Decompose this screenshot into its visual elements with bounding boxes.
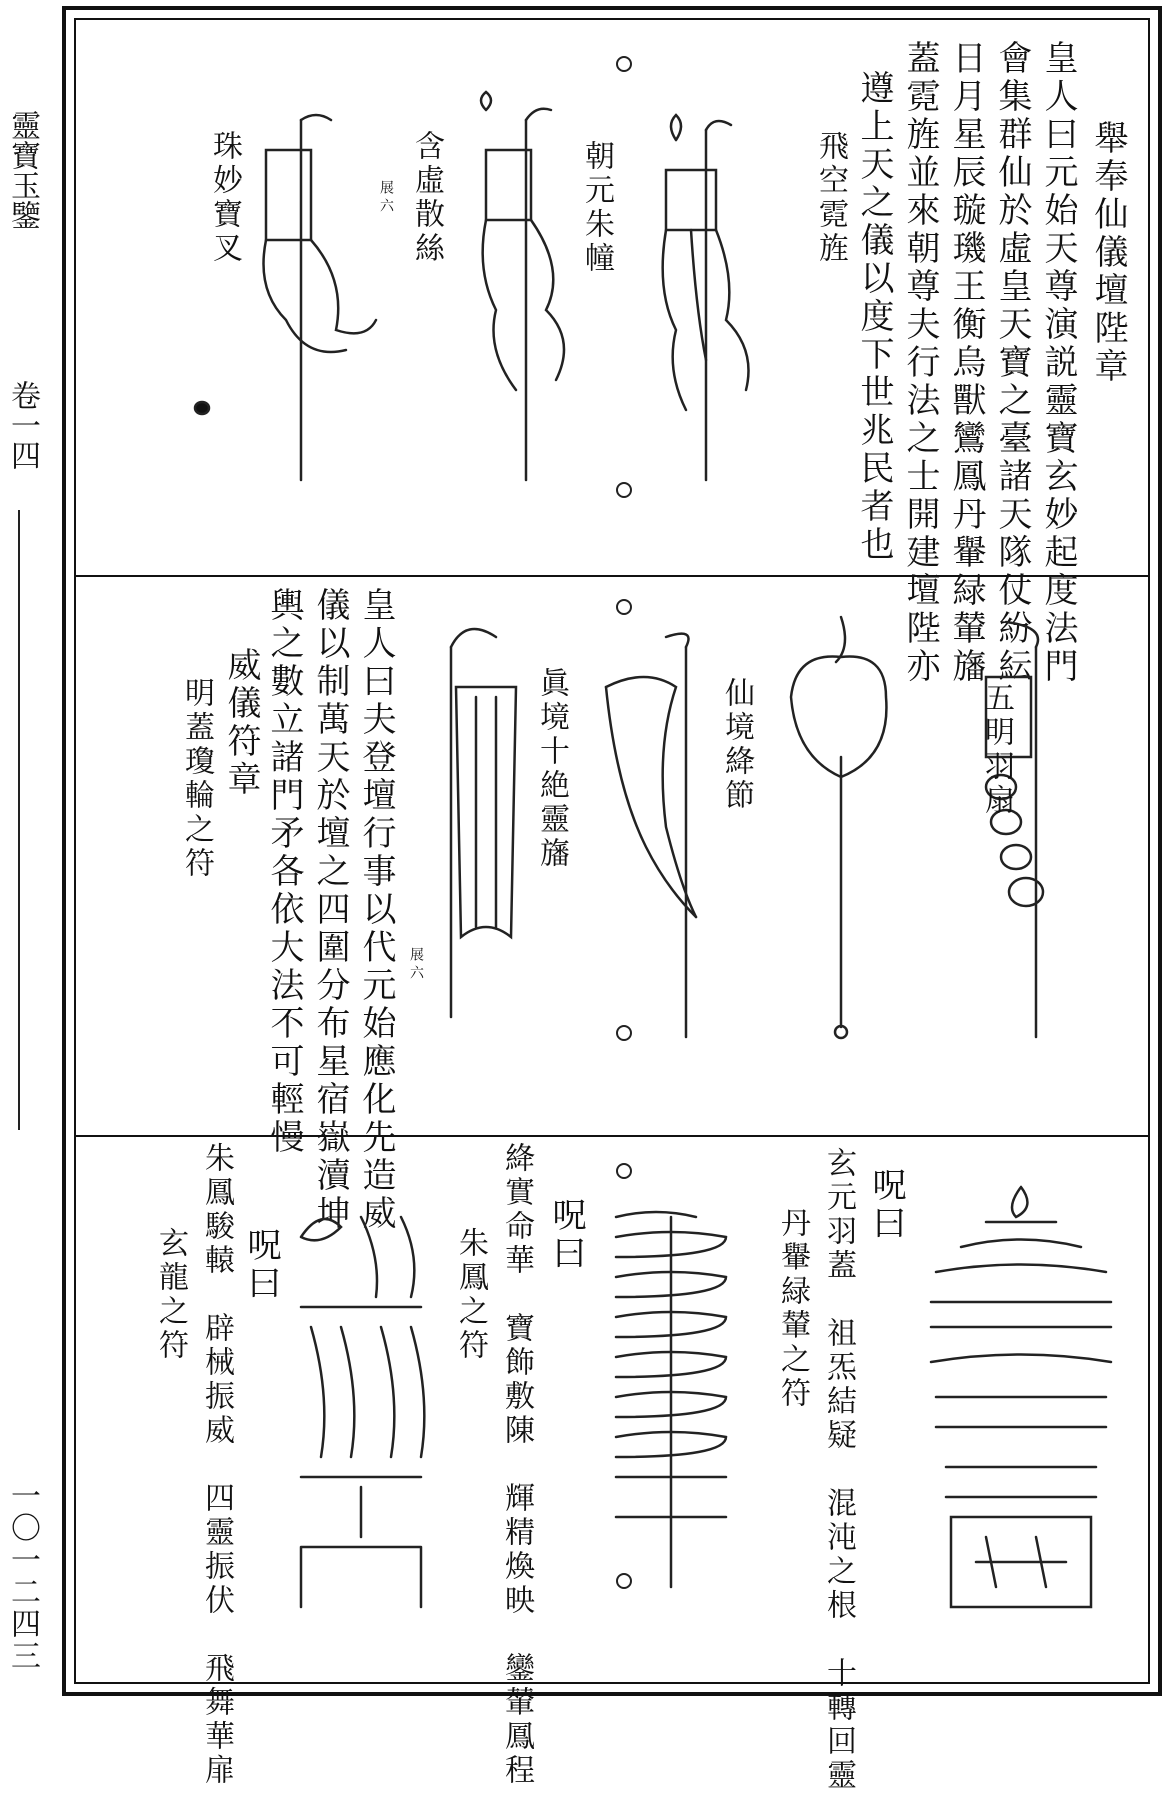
small-note: 展六: [408, 947, 424, 983]
register-mark: [616, 1163, 632, 1179]
zhou-label: 呪曰: [546, 1197, 586, 1273]
talisman-illustration: [906, 1177, 1136, 1617]
text-line: 皇人曰夫登壇行事以代元始應化先造威: [356, 587, 396, 1233]
zhou-label: 呪曰: [241, 1227, 281, 1303]
item-heading: 飛空霓旌: [813, 130, 848, 266]
text-line: 蓋霓旌並來朝尊夫行法之士開建壇陛亦: [900, 40, 940, 686]
item-label: 眞境十絶靈旛: [534, 667, 569, 871]
register-mark: [616, 56, 632, 72]
talisman-illustration: [281, 1197, 441, 1617]
flag-label: 珠妙寶叉: [207, 130, 242, 266]
panel-top: [76, 20, 1148, 686]
register-mark: [616, 482, 632, 498]
verse-line: 朱鳳駿轅 辟械振威 四靈振伏 飛舞華扉: [199, 1142, 234, 1788]
banner-illustration: [256, 110, 396, 490]
banner-illustration: [436, 607, 536, 1027]
chapter-title: 舉奉仙儀壇陛章: [1088, 120, 1128, 386]
banner-illustration: [586, 627, 726, 1047]
fu-caption: 玄龍之符: [153, 1227, 188, 1363]
banner-illustration: [456, 100, 596, 490]
book-title: 靈寶玉鑒: [5, 110, 40, 230]
page-inner-frame: [74, 18, 1150, 1793]
margin-rule: [18, 510, 20, 1130]
flag-label: 含虛散絲: [409, 130, 444, 266]
panel-bottom: [76, 1135, 1148, 1793]
text-line: 儀以制萬天於壇之四圍分布星宿嶽瀆坤: [310, 587, 350, 1233]
talisman-illustration: [596, 1197, 746, 1597]
verse-line: 絳實命華 寶飾敷陳 輝精煥映 鑾輦鳳程: [499, 1142, 534, 1788]
item-label: 五明羽扇: [979, 682, 1014, 818]
banner-illustration: [636, 110, 776, 490]
small-note: 展六: [378, 180, 394, 216]
page-margin: [0, 80, 40, 1680]
chapter-title: 威儀符章: [221, 647, 261, 799]
page-number: 一〇一二四三: [5, 1480, 40, 1672]
text-line: 輿之數立諸門矛各依大法不可輕慢: [264, 587, 304, 1157]
flag-label: 朝元朱幢: [579, 140, 614, 276]
text-line: 皇人曰元始天尊演説靈寶玄妙起度法門: [1038, 40, 1078, 686]
register-mark: [616, 599, 632, 615]
lantern-illustration: [776, 607, 906, 1047]
fan-illustration: [946, 607, 1076, 1047]
text-line: 日月星辰璇璣王衡烏獸鸞鳳丹轝緑輦旛: [946, 40, 986, 686]
volume-label: 卷一四: [5, 380, 40, 470]
dot-mark: [194, 400, 214, 420]
text-line: 遵上天之儀以度下世兆民者也: [854, 70, 894, 564]
item-label: 仙境絳節: [719, 677, 754, 813]
fu-caption: 丹轝緑輦之符: [775, 1207, 810, 1411]
fu-caption: 明蓋瓊輪之符: [179, 677, 214, 881]
fu-caption: 朱鳳之符: [453, 1227, 488, 1363]
text-line: 會集群仙於虛皇天寶之臺諸天隊仗紛紜: [992, 40, 1032, 686]
verse-line: 玄元羽蓋 祖炁結疑 混沌之根 十轉回靈: [821, 1147, 856, 1793]
zhou-label: 呪曰: [866, 1167, 906, 1243]
page-frame: [62, 6, 1162, 1793]
